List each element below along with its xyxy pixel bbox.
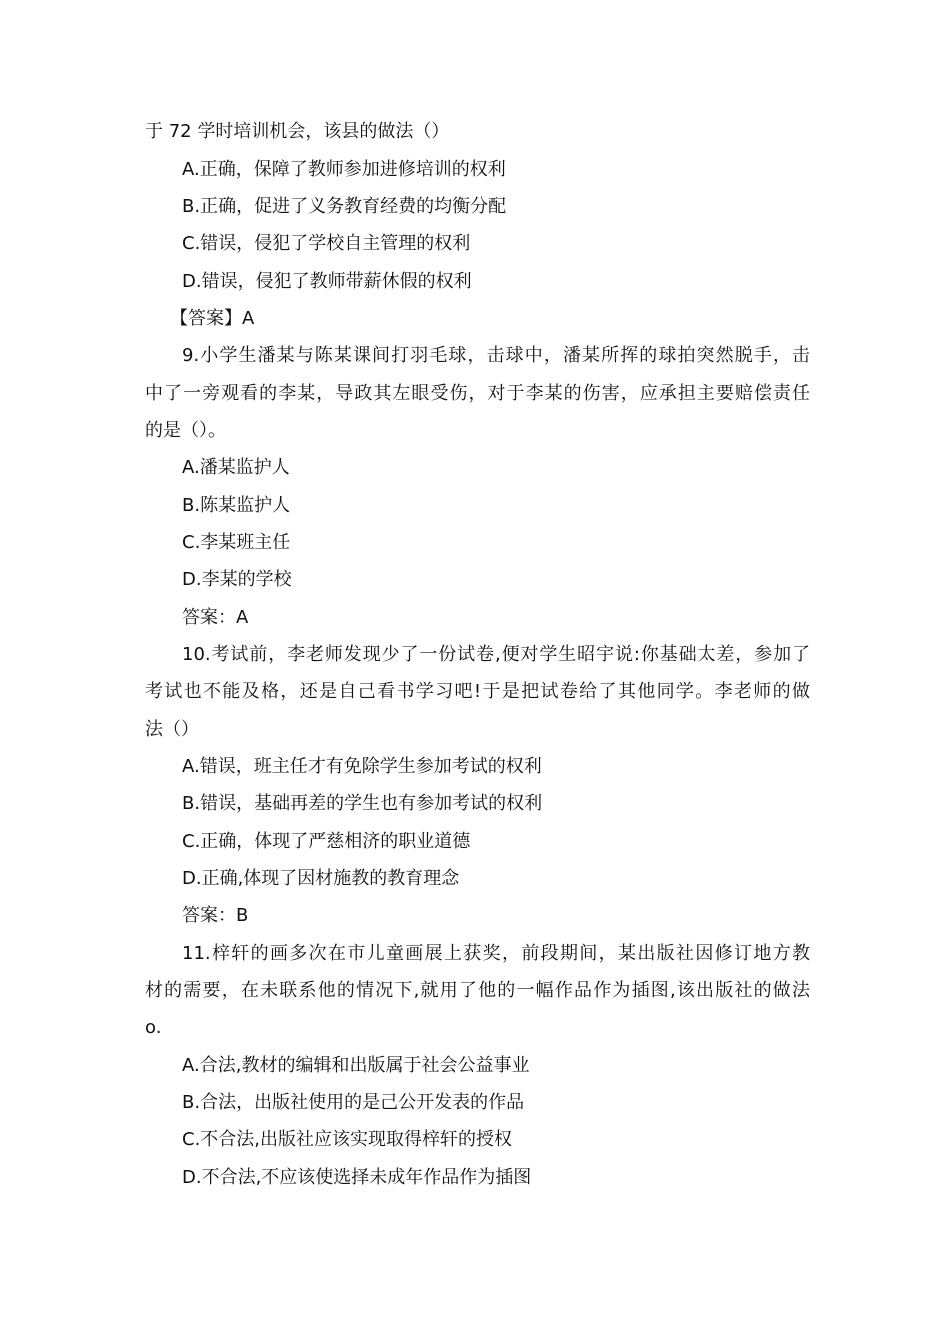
- q8-option-b: B.正确，促进了义务教育经费的均衡分配: [182, 196, 507, 217]
- q10-option-d: D.正确,体现了因材施教的教育理念: [182, 868, 460, 889]
- q10-answer: 答案：B: [182, 905, 249, 926]
- question-8-stem-end: 于 72 学时培训机会，该县的做法（）: [145, 121, 450, 142]
- q9-option-a: A.潘某监护人: [182, 457, 290, 478]
- q10-stem-line-2: 考试也不能及格，还是自己看书学习吧!于是把试卷给了其他同学。李老师的做: [145, 681, 810, 702]
- q10-stem-line-3: 法（）: [145, 719, 199, 740]
- q9-stem-line-3: 的是（）。: [145, 420, 226, 441]
- q9-stem-line-2: 中了一旁观看的李某，导政其左眼受伤，对于李某的伤害，应承担主要赔偿责任: [145, 383, 810, 404]
- q11-stem-line-2: 材的需要，在未联系他的情况下,就用了他的一幅作品作为插图,该出版社的做法: [145, 980, 810, 1001]
- q8-option-d: D.错误，侵犯了教师带薪休假的权利: [182, 271, 472, 292]
- q10-option-c: C.正确，体现了严慈相济的职业道德: [182, 831, 471, 852]
- q10-stem-line-1: 10.考试前，李老师发现少了一份试卷,便对学生昭宇说:你基础太差，参加了: [182, 644, 810, 665]
- q8-option-a: A.正确，保障了教师参加进修培训的权利: [182, 159, 506, 180]
- q9-answer: 答案：A: [182, 607, 249, 628]
- q11-option-b: B.合法，出版社使用的是己公开发表的作品: [182, 1092, 525, 1113]
- q11-option-a: A.合法,教材的编辑和出版属于社会公益事业: [182, 1055, 530, 1076]
- q11-stem-line-1: 11.梓轩的画多次在市儿童画展上获奖，前段期间，某出版社因修订地方教: [182, 943, 810, 964]
- q9-option-b: B.陈某监护人: [182, 495, 291, 516]
- q11-stem-line-3: o.: [145, 1017, 162, 1038]
- q11-option-c: C.不合法,出版社应该实现取得梓轩的授权: [182, 1129, 513, 1150]
- q9-option-d: D.李某的学校: [182, 569, 292, 590]
- q8-answer: 【答案】A: [170, 308, 255, 329]
- q9-option-c: C.李某班主任: [182, 532, 291, 553]
- q10-option-a: A.错误，班主任才有免除学生参加考试的权利: [182, 756, 542, 777]
- q8-option-c: C.错误，侵犯了学校自主管理的权利: [182, 233, 471, 254]
- q9-stem-line-1: 9.小学生潘某与陈某课间打羽毛球，击球中，潘某所挥的球拍突然脱手，击: [182, 345, 810, 366]
- q11-option-d: D.不合法,不应该使选择未成年作品作为插图: [182, 1167, 532, 1188]
- q10-option-b: B.错误，基础再差的学生也有参加考试的权利: [182, 793, 543, 814]
